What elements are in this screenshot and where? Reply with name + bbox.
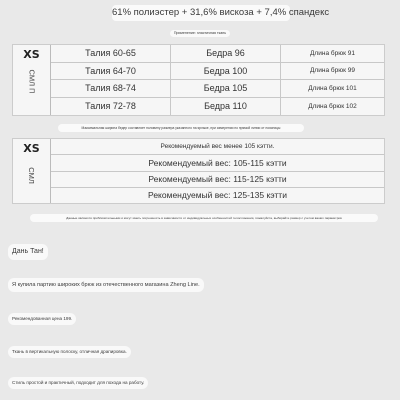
size-side-column (13, 139, 51, 203)
waist-cell: Талия 72-78 (51, 98, 171, 116)
weight-row: Рекомендуемый вес: 125-135 кэтти (148, 190, 287, 201)
composition-label: 61% полиэстер + 31,6% вискоза + 7,4% спандекс (112, 5, 290, 21)
size-side-label: СМЛ П (26, 69, 36, 94)
chat-message: Я купила партию широких брюк из отечественного магазина Zheng Line. (8, 278, 204, 292)
length-cell: Длина брюк 91 (281, 45, 384, 63)
length-cell: Длина брюк 102 (308, 102, 357, 110)
waist-cell: Талия 68-74 (51, 80, 171, 98)
measurements-grid (51, 45, 384, 115)
size-table-weight (12, 138, 385, 204)
chat-message: Ткань в вертикальную полоску, отличная драпировка. (8, 346, 131, 358)
hip-measurement-note: Максимальная ширина бедер составляет половину размера указанного на ярлыке, при измерении по прямой линии от поясницы (58, 124, 304, 132)
weight-row: Рекомендуемый вес менее 105 кэтти. (51, 139, 384, 155)
disclaimer-note: Данные являются приблизительными и могут иметь погрешность в зависимости от индивидуальных особенностей телосложения, пожалуйста, выбирайте размер с учетом ваших параметров (30, 214, 378, 222)
hips-cell: Бедра 105 (171, 80, 281, 98)
length-cell: Длина брюк 101 (281, 80, 384, 98)
chat-message: Рекомендованная цена 199. (8, 313, 76, 325)
length-cell: Длина брюк 99 (281, 63, 384, 81)
weight-rows (51, 139, 384, 203)
hips-cell: Бедра 100 (171, 63, 281, 81)
size-label: XS (23, 142, 40, 155)
size-side-column (13, 45, 51, 115)
chat-message: Дань Тан! (8, 244, 48, 260)
size-side-label: СМЛ (26, 167, 36, 184)
waist-cell: Талия 60-65 (51, 45, 171, 63)
application-note: Применение: эластичная ткань (170, 30, 230, 37)
weight-row: Рекомендуемый вес: 115-125 кэтти (51, 172, 384, 188)
hips-cell: Бедра 110 (171, 98, 281, 116)
size-table-measurements (12, 44, 385, 116)
waist-cell: Талия 64-70 (51, 63, 171, 81)
weight-row: Рекомендуемый вес: 105-115 кэтти (51, 155, 384, 171)
size-label: XS (23, 48, 40, 61)
hips-cell: Бедра 96 (171, 45, 281, 63)
chat-message: Стиль простой и практичный, подходит для похода на работу. (8, 377, 148, 389)
